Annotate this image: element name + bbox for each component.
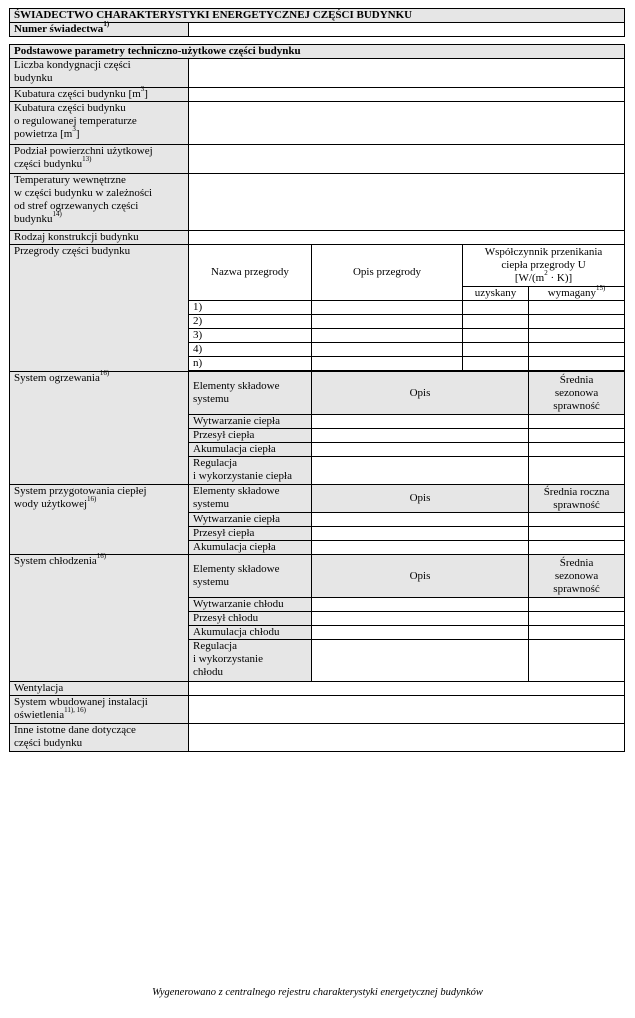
construction-label: Rodzaj konstrukcji budynku <box>10 231 189 245</box>
partitions-label: Przegrody części budynku <box>10 245 189 372</box>
cooling-row-label: Wytwarzanie chłodu <box>189 598 312 612</box>
partition-name-header: Nazwa przegrody <box>189 245 312 301</box>
lighting-field[interactable] <box>189 696 625 724</box>
partition-row-label: 2) <box>189 315 312 329</box>
heating-row-label: Przesył ciepła <box>189 429 312 443</box>
heating-desc-header: Opis <box>312 372 529 415</box>
lighting-label: System wbudowanej instalacji oświetlenia$^{11), 16)}$ <box>10 696 189 724</box>
cooling-system-label: System chłodzenia$^{16)}$ <box>10 555 189 682</box>
cooling-efficiency-cell[interactable] <box>529 640 625 682</box>
u-required-header: wymagany$^{15)}$ <box>529 287 625 301</box>
partition-row-label: n) <box>189 357 312 371</box>
partition-desc-header: Opis przegrody <box>312 245 463 301</box>
hot-water-row-label: Przesył ciepła <box>189 527 312 541</box>
u-obtained-cell[interactable] <box>463 315 529 329</box>
hot-water-efficiency-cell[interactable] <box>529 513 625 527</box>
heating-row-label: Wytwarzanie ciepła <box>189 415 312 429</box>
partition-desc-cell[interactable] <box>312 329 463 343</box>
u-obtained-cell[interactable] <box>463 329 529 343</box>
cubature-regulated-label: Kubatura części budynku o regulowanej temperaturze powietrza $[m^3]$ <box>10 102 189 145</box>
hot-water-row-label: Akumulacja ciepła <box>189 541 312 555</box>
cooling-desc-cell[interactable] <box>312 598 529 612</box>
hot-water-efficiency-cell[interactable] <box>529 541 625 555</box>
u-obtained-header: uzyskany <box>463 287 529 301</box>
heating-efficiency-cell[interactable] <box>529 429 625 443</box>
certificate-header-table <box>9 8 625 37</box>
heating-efficiency-cell[interactable] <box>529 457 625 485</box>
cubature-label: Kubatura części budynku $[m^3]$ <box>10 88 189 102</box>
cooling-efficiency-cell[interactable] <box>529 598 625 612</box>
cooling-desc-cell[interactable] <box>312 612 529 626</box>
heating-desc-cell[interactable] <box>312 457 529 485</box>
cooling-row-label: Regulacja i wykorzystanie chłodu <box>189 640 312 682</box>
heating-system-label: System ogrzewania$^{16)}$ <box>10 372 189 485</box>
partition-row-label: 3) <box>189 329 312 343</box>
u-required-cell[interactable] <box>529 301 625 315</box>
floors-label: Liczba kondygnacji części budynku <box>10 59 189 88</box>
footer-note: Wygenerowano z centralnego rejestru charakterystyki energetycznej budynków <box>152 987 483 998</box>
hot-water-elements-header: Elementy składowe systemu <box>189 485 312 513</box>
cert-number-field[interactable] <box>189 23 625 37</box>
cooling-row-label: Akumulacja chłodu <box>189 626 312 640</box>
heating-elements-header: Elementy składowe systemu <box>189 372 312 415</box>
partition-desc-cell[interactable] <box>312 315 463 329</box>
heating-desc-cell[interactable] <box>312 429 529 443</box>
heating-efficiency-cell[interactable] <box>529 443 625 457</box>
floors-field[interactable] <box>189 59 625 88</box>
u-obtained-cell[interactable] <box>463 343 529 357</box>
cooling-desc-header: Opis <box>312 555 529 598</box>
u-required-cell[interactable] <box>529 343 625 357</box>
heating-efficiency-header: Średnia sezonowa sprawność <box>529 372 625 415</box>
cooling-efficiency-cell[interactable] <box>529 612 625 626</box>
cooling-desc-cell[interactable] <box>312 640 529 682</box>
heating-row-label: Regulacja i wykorzystanie ciepła <box>189 457 312 485</box>
partition-row-label: 4) <box>189 343 312 357</box>
u-obtained-cell[interactable] <box>463 301 529 315</box>
ventilation-field[interactable] <box>189 682 625 696</box>
partition-row-label: 1) <box>189 301 312 315</box>
hot-water-row-label: Wytwarzanie ciepła <box>189 513 312 527</box>
heating-row-label: Akumulacja ciepła <box>189 443 312 457</box>
cooling-efficiency-header: Średnia sezonowa sprawność <box>529 555 625 598</box>
u-required-cell[interactable] <box>529 329 625 343</box>
building-params-table <box>9 44 625 752</box>
cubature-field[interactable] <box>189 88 625 102</box>
heating-desc-cell[interactable] <box>312 443 529 457</box>
hot-water-efficiency-header: Średnia roczna sprawność <box>529 485 625 513</box>
heating-desc-cell[interactable] <box>312 415 529 429</box>
ventilation-label: Wentylacja <box>10 682 189 696</box>
cooling-efficiency-cell[interactable] <box>529 626 625 640</box>
partition-desc-cell[interactable] <box>312 357 463 371</box>
hot-water-desc-cell[interactable] <box>312 541 529 555</box>
hot-water-system-label: System przygotowania ciepłej wody użytkowej$^{16)}$ <box>10 485 189 555</box>
hot-water-desc-cell[interactable] <box>312 513 529 527</box>
construction-field[interactable] <box>189 231 625 245</box>
u-coefficient-header: Współczynnik przenikania ciepła przegrody U $[W/(m^2 \cdot K)]$ <box>463 245 625 287</box>
temperatures-field[interactable] <box>189 174 625 231</box>
cooling-elements-header: Elementy składowe systemu <box>189 555 312 598</box>
area-field[interactable] <box>189 145 625 174</box>
heating-efficiency-cell[interactable] <box>529 415 625 429</box>
params-section-title: Podstawowe parametry techniczno-użytkowe części budynku <box>10 45 625 59</box>
u-obtained-cell[interactable] <box>463 357 529 371</box>
cooling-desc-cell[interactable] <box>312 626 529 640</box>
cubature-regulated-field[interactable] <box>189 102 625 145</box>
other-data-field[interactable] <box>189 724 625 752</box>
partition-desc-cell[interactable] <box>312 343 463 357</box>
area-label: Podział powierzchni użytkowej części budynku$^{13)}$ <box>10 145 189 174</box>
hot-water-desc-header: Opis <box>312 485 529 513</box>
partition-desc-cell[interactable] <box>312 301 463 315</box>
u-required-cell[interactable] <box>529 357 625 371</box>
other-data-label: Inne istotne dane dotyczące części budynku <box>10 724 189 752</box>
u-required-cell[interactable] <box>529 315 625 329</box>
certificate-title: ŚWIADECTWO CHARAKTERYSTYKI ENERGETYCZNEJ CZĘŚCI BUDYNKU <box>10 9 625 23</box>
temperatures-label: Temperatury wewnętrzne w części budynku w zależności od stref ogrzewanych części budynku$^{14)}$ <box>10 174 189 231</box>
cooling-row-label: Przesył chłodu <box>189 612 312 626</box>
hot-water-desc-cell[interactable] <box>312 527 529 541</box>
cert-number-label: Numer świadectwa$^{1)}$ <box>10 23 189 37</box>
hot-water-efficiency-cell[interactable] <box>529 527 625 541</box>
